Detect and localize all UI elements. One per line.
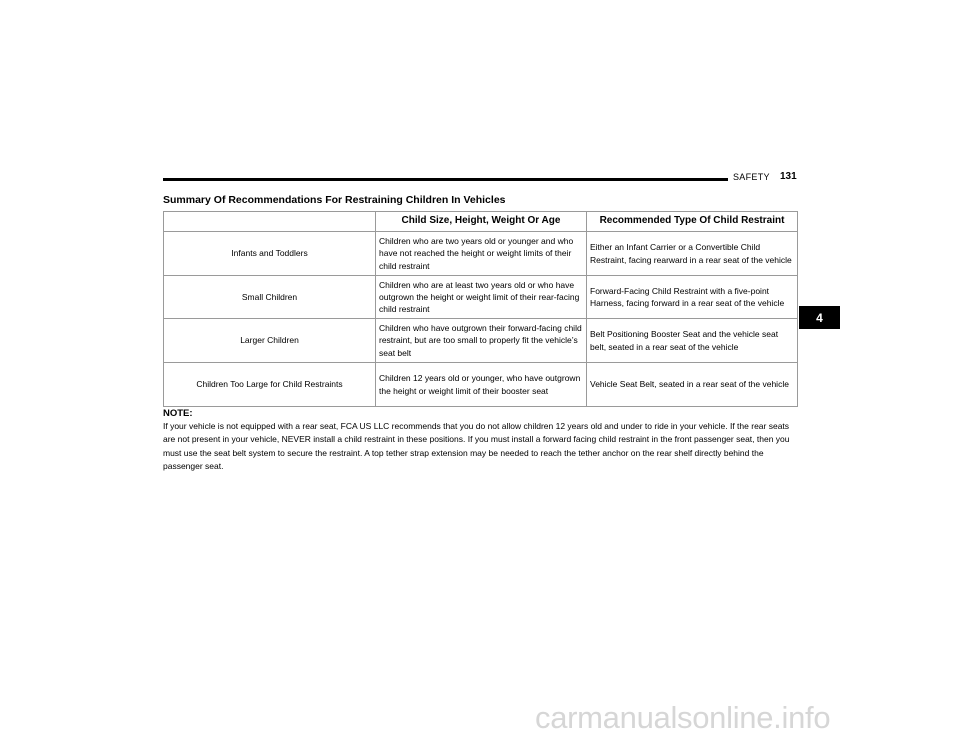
note-text: If your vehicle is not equipped with a rear seat, FCA US LLC recommends that you do not allow children 12 years old and under to ride in your vehicle. If the rear seats are not present in your vehicle, NEVER install a child restraint in these positions. If you must install a forward facing child restraint in the front passenger seat, then you must use the seat belt system to secure the restraint. A top tether strap extension may be needed to reach the tether anchor on the rear shelf directly behind the passenger seat. bbox=[163, 421, 790, 472]
row-size: Children who are at least two years old or who have outgrown the height or weight limit of their rear-facing child restraint bbox=[376, 276, 587, 319]
page-number: 131 bbox=[780, 171, 797, 182]
row-restraint: Forward-Facing Child Restraint with a five-point Harness, facing forward in a rear seat of the vehicle bbox=[587, 276, 798, 319]
row-restraint: Belt Positioning Booster Seat and the vehicle seat belt, seated in a rear seat of the vehicle bbox=[587, 319, 798, 363]
row-size: Children who are two years old or younger and who have not reached the height or weight limits of their child restraint bbox=[376, 232, 587, 276]
table-row bbox=[164, 276, 798, 319]
table-header-restraint: Recommended Type Of Child Restraint bbox=[587, 212, 798, 232]
row-restraint: Vehicle Seat Belt, seated in a rear seat of the vehicle bbox=[587, 363, 798, 407]
page-title: Summary Of Recommendations For Restraining Children In Vehicles bbox=[163, 194, 506, 206]
table-header-row bbox=[164, 212, 798, 232]
chapter-tab: 4 bbox=[799, 306, 840, 329]
header-rule bbox=[163, 178, 728, 181]
table-row bbox=[164, 319, 798, 363]
row-category: Larger Children bbox=[164, 319, 376, 363]
row-size: Children 12 years old or younger, who have outgrown the height or weight limit of their booster seat bbox=[376, 363, 587, 407]
row-category: Infants and Toddlers bbox=[164, 232, 376, 276]
watermark: carmanualsonline.info bbox=[535, 700, 831, 735]
table-row bbox=[164, 363, 798, 407]
row-category: Children Too Large for Child Restraints bbox=[164, 363, 376, 407]
table-header-category bbox=[164, 212, 376, 232]
row-category: Small Children bbox=[164, 276, 376, 319]
table-header-size: Child Size, Height, Weight Or Age bbox=[376, 212, 587, 232]
table-row bbox=[164, 232, 798, 276]
note-label: NOTE: bbox=[163, 408, 193, 419]
recommendations-table bbox=[163, 211, 798, 407]
section-name: SAFETY bbox=[733, 172, 770, 182]
row-restraint: Either an Infant Carrier or a Convertible Child Restraint, facing rearward in a rear seat of the vehicle bbox=[587, 232, 798, 276]
row-size: Children who have outgrown their forward-facing child restraint, but are too small to properly fit the vehicle’s seat belt bbox=[376, 319, 587, 363]
